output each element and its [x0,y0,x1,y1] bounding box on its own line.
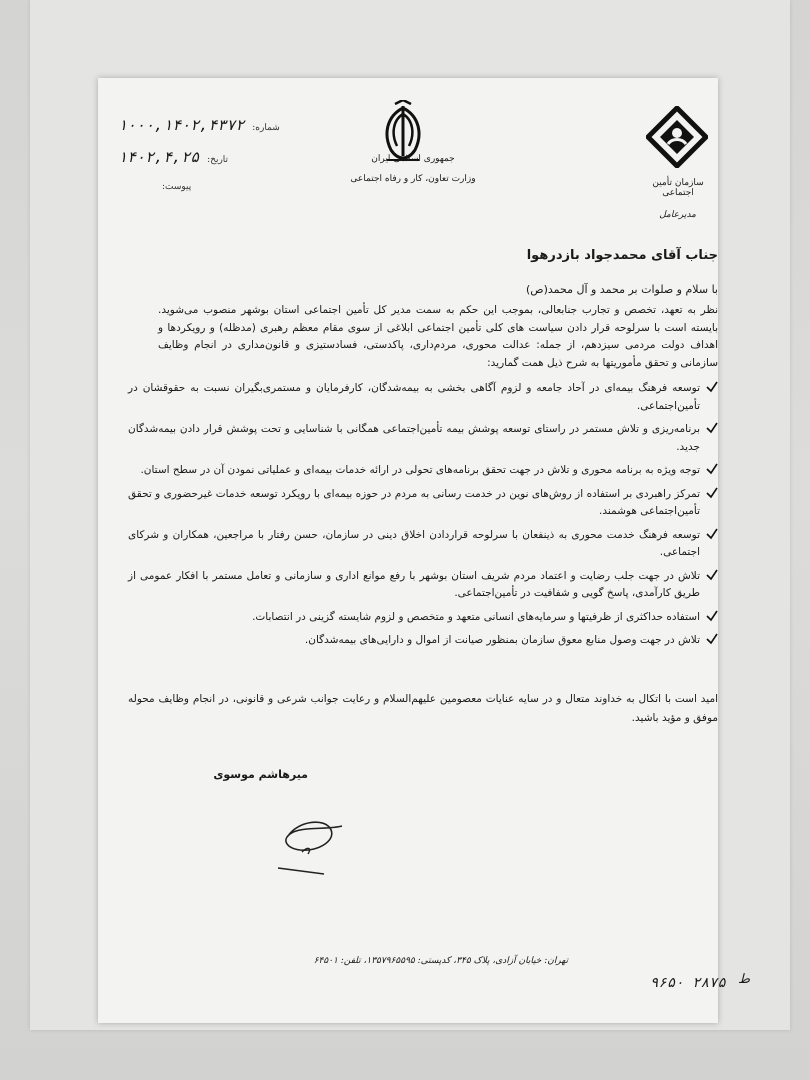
list-item-text: تمرکز راهبردی بر استفاده از روش‌های نوین در خدمت رسانی به مردم در حوزه بیمه‌ای با رویکرد توسعه خدمات غیرحضوری و تحقق تأمین‌اجتماعی هوشمند. [128,487,700,517]
mission-list [128,380,718,656]
closing-paragraph: امید است با اتکال به خداوند متعال و در سایه عنایات معصومین علیهم‌السلام و رعایت جوانب شرعی و قانونی، در انجام وظایف محوله موفق و مؤید باشید. [128,693,718,724]
date-label: تاریخ: [207,155,229,165]
letter-date [118,148,228,166]
ssn-logo-icon [646,106,708,168]
list-item-text: توجه ویژه به برنامه محوری و تلاش در جهت تحقق برنامه‌های تحولی در ارائه خدمات بیمه‌ای و عملیاتی نمودن آن در سطح استان. [140,464,700,476]
letter-attachment [158,178,191,192]
list-item [128,421,718,456]
list-item [128,609,718,627]
date-value: ۱۴۰۲,۴,۲۵ [118,148,200,166]
list-item-text: توسعه فرهنگ خدمت محوری به ذینفعان با سرلوحه قراردادن اخلاق دینی در سازمان، حسن رفتار با مراجعین، همکاران و شرکای اجتماعی. [128,528,700,558]
list-item [128,486,718,521]
recipient: جناب آقای محمدجواد بازدرهوا [526,248,718,263]
handwritten-mark: ط [738,972,751,987]
list-item-text: استفاده حداکثری از ظرفیتها و سرمایه‌های انسانی متعهد و متخصص و لزوم شایسته گزینی در انتصابات. [252,610,700,623]
org-department: مدیرعامل [659,210,696,220]
list-item [128,568,718,603]
intro-paragraph: نظر به تعهد، تخصص و تجارب جنابعالی، بموجب این حکم به سمت مدیر کل تأمین اجتماعی استان بوشهر منصوب می‌شوید. بایسته است با سرلوحه قرار دادن سیاست های کلی تأمین اجتماعی ابلاغی از سوی مقام معظم رهبری (مدظله) و رویکردها و اهداف دولت مردمی سیزدهم، از جمله: عدالت محوری، مردم‌داری، پاکدستی، فسادستیزی و قانون‌مداری در انجام وظایف سازمانی و تحقق مأموریتها به شرح ذیل همت گمارید: [158,304,718,369]
list-item-text: توسعه فرهنگ بیمه‌ای در آحاد جامعه و لزوم آگاهی بخشی به بیمه‌شدگان، کارفرمایان و مستمری‌بگیران نسبت به حقوقشان در تأمین‌اجتماعی. [128,382,700,412]
list-item [128,462,718,480]
checkmark-icon [706,569,718,581]
checkmark-icon [706,610,718,622]
letter-page [98,78,718,1023]
checkmark-icon [706,528,718,540]
signatory-name: میرهاشم موسوی [213,768,308,781]
handwritten-code: ۹۶۵۰ ۲۸۷۵ [650,975,726,991]
emblem-caption-line1: جمهوری اسلامی ایران [371,154,455,164]
handwritten-signature [268,796,358,876]
org-name: سازمان تأمین اجتماعی [652,178,704,198]
checkmark-icon [706,422,718,434]
number-label: شماره: [252,123,280,133]
list-item-text: برنامه‌ریزی و تلاش مستمر در راستای توسعه پوشش بیمه تأمین‌اجتماعی همگانی با شناسایی و تحت پوشش قرار دادن بیمه‌شدگان جدید. [128,423,700,453]
list-item [128,380,718,415]
list-item [128,632,718,650]
list-item-text: تلاش در جهت وصول منابع معوق سازمان بمنظور صیانت از اموال و دارایی‌های بیمه‌شدگان. [304,634,700,646]
letter-number [118,116,280,134]
emblem-caption-line2: وزارت تعاون، کار و رفاه اجتماعی [350,174,476,184]
list-item-text: تلاش در جهت جلب رضایت و اعتماد مردم شریف استان بوشهر با رفع موانع اداری و سازمانی و تعامل مستمر با افکار عمومی از طریق کارآمدی، پاسخ گویی و شفافیت در تأمین‌اجتماعی. [128,569,700,599]
list-item [128,527,718,562]
checkmark-icon [706,487,718,499]
footer-address: تهران: خیابان آزادی، پلاک ۳۴۵، کدپستی: ۱۳۵۷۹۶۵۵۹۵، تلفن: ۶۴۵۰۱ [313,956,568,966]
number-value: ۱۰۰۰,۱۴۰۲,۴۳۷۲ [118,116,245,134]
greeting: با سلام و صلوات بر محمد و آل محمد(ص) [526,283,718,296]
checkmark-icon [706,381,718,393]
checkmark-icon [706,463,718,475]
checkmark-icon [706,633,718,645]
attachment-label: پیوست: [162,182,192,192]
